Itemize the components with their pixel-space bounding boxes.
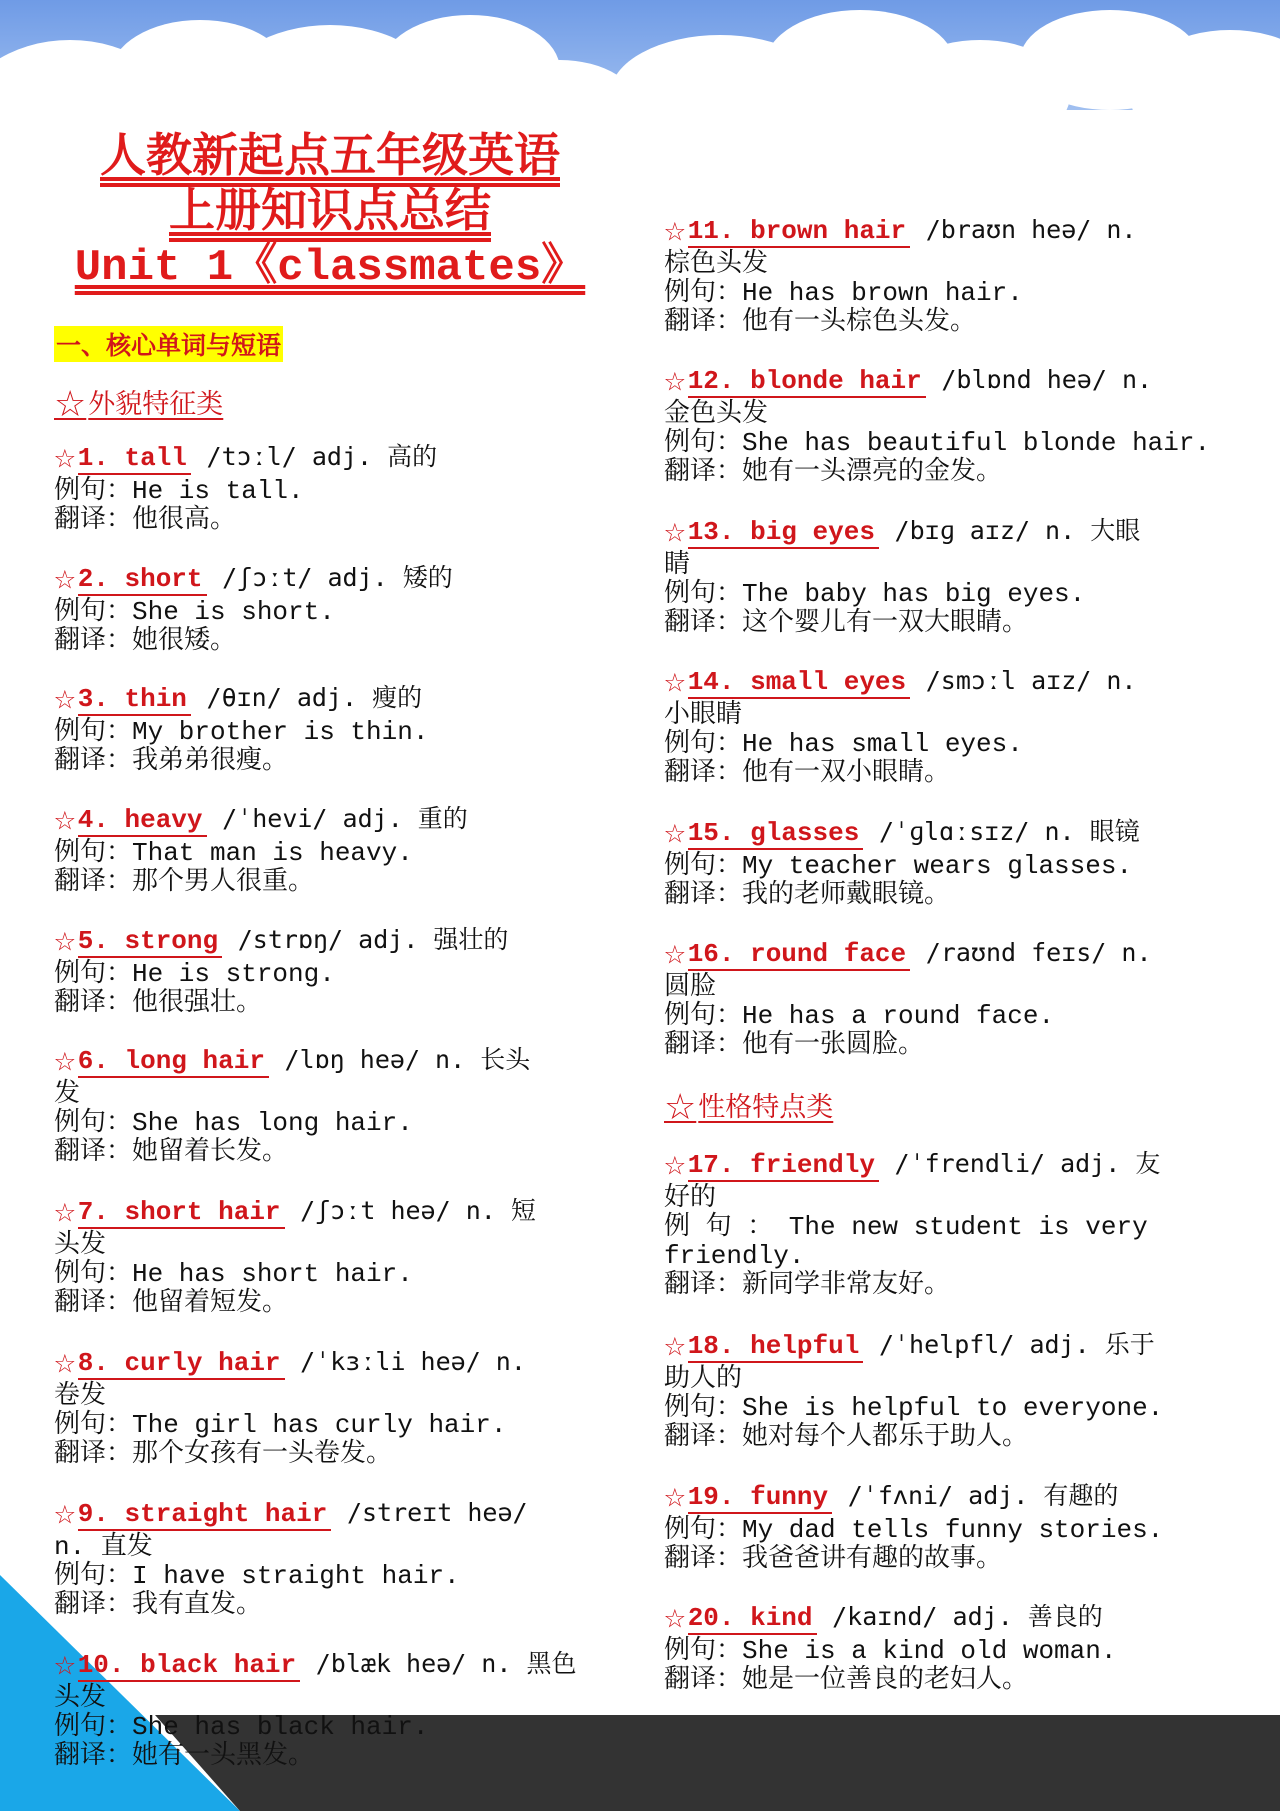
entry-meaning-continued: 助人的 <box>664 1364 743 1394</box>
entry-meaning-continued: 小眼睛 <box>664 700 743 730</box>
vocab-entry <box>664 934 1274 1060</box>
star-outline-icon: ☆ <box>54 800 76 841</box>
entry-pronunciation-meaning: /ˈhelpfl/ adj. 乐于 <box>878 1330 1155 1359</box>
entry-example: 例句：That man is heavy. <box>54 838 413 868</box>
entry-example: 例句：He has brown hair. <box>664 278 1023 308</box>
title-line-3: Unit 1《classmates》 <box>74 243 586 294</box>
entry-pronunciation-meaning: /braʊn heə/ n. <box>925 215 1137 244</box>
entry-head <box>54 921 629 962</box>
entry-head <box>54 800 629 841</box>
star-outline-icon: ☆ <box>54 1645 76 1686</box>
entry-translation: 翻译：他有一张圆脸。 <box>664 1030 925 1060</box>
star-outline-icon: ☆ <box>54 559 76 600</box>
star-outline-icon: ☆ <box>664 934 686 975</box>
entry-meaning-continued: n. 直发 <box>54 1532 153 1562</box>
entry-pronunciation-meaning: /ˈɡlɑːsɪz/ n. 眼镜 <box>878 817 1140 846</box>
entry-pronunciation-meaning: /kaɪnd/ adj. 善良的 <box>832 1602 1103 1631</box>
vocab-entry <box>664 1326 1274 1452</box>
entry-word: 13. big eyes <box>688 517 879 549</box>
entry-meaning-continued: 好的 <box>664 1183 717 1213</box>
entry-example: 例句：She is helpful to everyone. <box>664 1393 1164 1423</box>
entry-head <box>664 813 1274 854</box>
entry-head <box>54 679 629 720</box>
entry-meaning-continued: 卷发 <box>54 1381 107 1411</box>
entry-example: 例句：He has a round face. <box>664 1001 1055 1031</box>
entry-word: 6. long hair <box>78 1046 269 1078</box>
entry-example: 例句：The girl has curly hair. <box>54 1410 507 1440</box>
entry-translation: 翻译：我爸爸讲有趣的故事。 <box>664 1544 1003 1574</box>
entry-head <box>54 1494 629 1535</box>
entry-translation: 翻译：她有一头漂亮的金发。 <box>664 457 1003 487</box>
entry-translation: 翻译：那个男人很重。 <box>54 867 315 897</box>
entry-pronunciation-meaning: /ˈkɜːli heə/ n. <box>300 1347 526 1376</box>
entry-pronunciation-meaning: /strɒŋ/ adj. 强壮的 <box>237 925 509 954</box>
vocab-entry <box>54 679 629 776</box>
star-outline-icon: ☆ <box>54 1041 76 1082</box>
star-outline-icon: ☆ <box>54 679 76 720</box>
vocab-entry <box>664 813 1274 910</box>
entry-pronunciation-meaning: /lɒŋ heə/ n. 长头 <box>284 1045 531 1074</box>
star-outline-icon: ☆ <box>664 1326 686 1367</box>
entry-word: 19. funny <box>688 1482 832 1514</box>
entry-word: 17. friendly <box>688 1150 879 1182</box>
entry-translation: 翻译：她是一位善良的老妇人。 <box>664 1665 1029 1695</box>
entry-translation: 翻译：她留着长发。 <box>54 1137 289 1167</box>
entry-meaning-continued: 睛 <box>664 550 691 580</box>
entry-word: 18. helpful <box>688 1331 864 1363</box>
entry-translation: 翻译：我的老师戴眼镜。 <box>664 880 951 910</box>
vocab-entry <box>54 1494 629 1620</box>
section-heading: 一、核心单词与短语 <box>54 326 283 362</box>
entry-head <box>664 1477 1274 1518</box>
star-outline-icon: ☆ <box>664 1087 697 1128</box>
entry-example: 例句：My dad tells funny stories. <box>664 1515 1164 1545</box>
entry-example-continued: friendly. <box>664 1241 805 1271</box>
entry-example: 例句：He has short hair. <box>54 1259 413 1289</box>
star-outline-icon: ☆ <box>664 211 686 252</box>
vocab-entry <box>54 1645 629 1771</box>
vocab-entry <box>54 559 629 656</box>
entry-meaning-continued: 圆脸 <box>664 972 717 1002</box>
entry-word: 20. kind <box>688 1603 817 1635</box>
entry-example: 例句：I have straight hair. <box>54 1561 460 1591</box>
document-title <box>40 128 620 295</box>
entry-word: 5. strong <box>78 926 222 958</box>
entry-word: 7. short hair <box>78 1197 285 1229</box>
entry-head <box>54 1343 629 1384</box>
entry-word: 2. short <box>78 564 207 596</box>
entry-example: 例句：She is short. <box>54 597 335 627</box>
entry-translation: 翻译：这个婴儿有一双大眼睛。 <box>664 608 1029 638</box>
entry-head <box>664 662 1274 703</box>
entry-translation: 翻译：她很矮。 <box>54 626 237 656</box>
entry-word: 4. heavy <box>78 805 207 837</box>
entry-word: 11. brown hair <box>688 216 910 248</box>
entry-word: 1. tall <box>78 443 191 475</box>
entry-word: 3. thin <box>78 684 191 716</box>
entry-meaning-continued: 发 <box>54 1079 81 1109</box>
entry-pronunciation-meaning: /ʃɔːt/ adj. 矮的 <box>222 563 453 592</box>
star-outline-icon: ☆ <box>54 1494 76 1535</box>
entry-pronunciation-meaning: /blæk heə/ n. 黑色 <box>315 1649 577 1678</box>
entry-translation: 翻译：新同学非常友好。 <box>664 1270 951 1300</box>
vocab-entry <box>54 1192 629 1318</box>
vocab-entry <box>54 1343 629 1469</box>
entry-head <box>664 361 1274 402</box>
star-outline-icon: ☆ <box>664 1477 686 1518</box>
star-outline-icon: ☆ <box>664 1145 686 1186</box>
vocab-entry <box>664 1477 1274 1574</box>
entry-translation: 翻译：他有一双小眼睛。 <box>664 758 951 788</box>
entry-head <box>664 934 1274 975</box>
entry-translation: 翻译：他留着短发。 <box>54 1288 289 1318</box>
entry-translation: 翻译：那个女孩有一头卷发。 <box>54 1439 393 1469</box>
category-personality <box>664 1085 833 1126</box>
vocab-entry <box>664 662 1274 788</box>
entry-translation: 翻译：她有一头黑发。 <box>54 1741 315 1771</box>
entry-example: 例句：He is strong. <box>54 959 335 989</box>
entry-pronunciation-meaning: /blɒnd heə/ n. <box>941 365 1153 394</box>
vocab-entry <box>664 512 1274 638</box>
entry-example: 例句：He is tall. <box>54 476 304 506</box>
entry-translation: 翻译：我弟弟很瘦。 <box>54 746 289 776</box>
vocab-entry <box>54 438 629 535</box>
entry-pronunciation-meaning: /ˈfrendli/ adj. 友 <box>894 1149 1161 1178</box>
entry-word: 10. black hair <box>78 1650 300 1682</box>
entry-translation: 翻译：我有直发。 <box>54 1590 263 1620</box>
entry-word: 9. straight hair <box>78 1499 332 1531</box>
vocab-entry <box>54 921 629 1018</box>
star-outline-icon: ☆ <box>664 512 686 553</box>
entry-pronunciation-meaning: /θɪn/ adj. 瘦的 <box>206 683 423 712</box>
category-appearance <box>54 382 223 423</box>
star-outline-icon: ☆ <box>664 813 686 854</box>
star-outline-icon: ☆ <box>54 438 76 479</box>
entry-example: 例句：She has beautiful blonde hair. <box>664 428 1211 458</box>
entry-meaning-continued: 头发 <box>54 1683 107 1713</box>
entry-pronunciation-meaning: /bɪɡ aɪz/ n. 大眼 <box>894 516 1141 545</box>
entry-pronunciation-meaning: /ˈhevi/ adj. 重的 <box>222 804 468 833</box>
star-outline-icon: ☆ <box>54 1192 76 1233</box>
category-label: 性格特点类 <box>698 1092 834 1123</box>
entry-pronunciation-meaning: /tɔːl/ adj. 高的 <box>206 442 438 471</box>
entry-example: 例句：She has black hair. <box>54 1712 429 1742</box>
entry-head <box>664 1326 1274 1367</box>
entry-word: 15. glasses <box>688 818 864 850</box>
entry-translation: 翻译：他有一头棕色头发。 <box>664 307 977 337</box>
entry-example: 例句：She is a kind old woman. <box>664 1636 1117 1666</box>
entry-example: 例句：The baby has big eyes. <box>664 579 1086 609</box>
star-outline-icon: ☆ <box>664 662 686 703</box>
entry-word: 16. round face <box>688 939 910 971</box>
entry-meaning-continued: 头发 <box>54 1230 107 1260</box>
entry-pronunciation-meaning: /raʊnd feɪs/ n. <box>925 938 1152 967</box>
entry-meaning-continued: 金色头发 <box>664 399 769 429</box>
entry-head <box>664 211 1274 252</box>
entry-pronunciation-meaning: /smɔːl aɪz/ n. <box>925 666 1137 695</box>
vocab-entry <box>664 1145 1274 1300</box>
entry-translation: 翻译：他很强壮。 <box>54 988 263 1018</box>
category-label: 外貌特征类 <box>88 389 224 420</box>
entry-head <box>54 559 629 600</box>
entry-head <box>54 1192 629 1233</box>
vocab-entry <box>664 361 1274 487</box>
star-outline-icon: ☆ <box>54 921 76 962</box>
entry-head <box>54 1041 629 1082</box>
star-outline-icon: ☆ <box>54 1343 76 1384</box>
entry-word: 12. blonde hair <box>688 366 926 398</box>
entry-example: 例句：She has long hair. <box>54 1108 413 1138</box>
entry-example: 例 句 ： The new student is very <box>664 1212 1148 1242</box>
entry-pronunciation-meaning: /ˈfʌni/ adj. 有趣的 <box>847 1481 1119 1510</box>
vocab-entry <box>54 1041 629 1167</box>
entry-translation: 翻译：他很高。 <box>54 505 237 535</box>
entry-example: 例句：He has small eyes. <box>664 729 1023 759</box>
entry-example: 例句：My teacher wears glasses. <box>664 851 1133 881</box>
entry-translation: 翻译：她对每个人都乐于助人。 <box>664 1422 1029 1452</box>
entry-head <box>54 1645 629 1686</box>
entry-word: 14. small eyes <box>688 667 910 699</box>
vocab-entry <box>664 1598 1274 1695</box>
star-outline-icon: ☆ <box>664 1598 686 1639</box>
entry-pronunciation-meaning: /streɪt heə/ <box>346 1498 528 1527</box>
star-outline-icon: ☆ <box>664 361 686 402</box>
entry-head <box>664 1598 1274 1639</box>
title-line-1: 人教新起点五年级英语 <box>100 128 560 182</box>
entry-head <box>664 1145 1274 1186</box>
vocab-entry <box>54 800 629 897</box>
title-line-2: 上册知识点总结 <box>169 183 491 238</box>
entry-example: 例句：My brother is thin. <box>54 717 429 747</box>
entry-head <box>664 512 1274 553</box>
entry-word: 8. curly hair <box>78 1348 285 1380</box>
entry-pronunciation-meaning: /ʃɔːt heə/ n. 短 <box>300 1196 536 1225</box>
vocab-entry <box>664 211 1274 337</box>
entry-meaning-continued: 棕色头发 <box>664 249 769 279</box>
star-outline-icon: ☆ <box>54 384 87 425</box>
entry-head <box>54 438 629 479</box>
